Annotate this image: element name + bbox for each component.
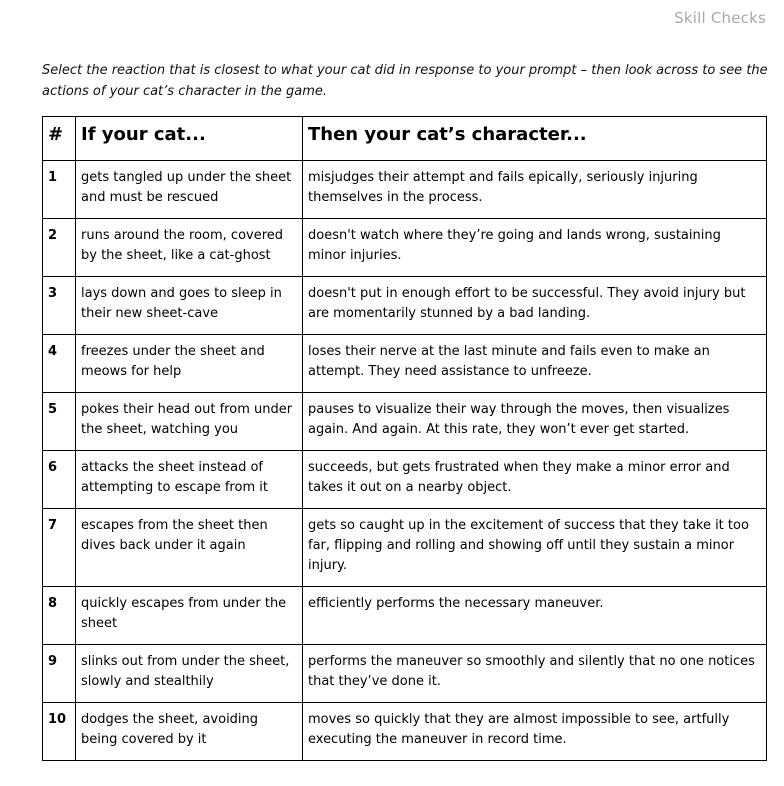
cat-reaction-cell: freezes under the sheet and meows for help xyxy=(76,335,303,393)
row-number: 7 xyxy=(43,509,76,587)
table-row xyxy=(43,509,767,587)
character-action-cell: doesn't watch where they’re going and lands wrong, sustaining minor injuries. xyxy=(303,219,767,277)
character-action-cell: succeeds, but gets frustrated when they make a minor error and takes it out on a nearby object. xyxy=(303,451,767,509)
column-header-cat-reaction: If your cat... xyxy=(76,117,303,161)
cat-reaction-cell: lays down and goes to sleep in their new sheet-cave xyxy=(76,277,303,335)
character-action-cell: moves so quickly that they are almost impossible to see, artfully executing the maneuver in record time. xyxy=(303,703,767,761)
row-number: 8 xyxy=(43,587,76,645)
row-number: 2 xyxy=(43,219,76,277)
table-row xyxy=(43,335,767,393)
table-row xyxy=(43,703,767,761)
character-action-cell: pauses to visualize their way through the moves, then visualizes again. And again. At this rate, they won’t ever get started. xyxy=(303,393,767,451)
table-row xyxy=(43,587,767,645)
table-row xyxy=(43,393,767,451)
cat-reaction-cell: pokes their head out from under the sheet, watching you xyxy=(76,393,303,451)
column-header-number: # xyxy=(43,117,76,161)
column-header-character-action: Then your cat’s character... xyxy=(303,117,767,161)
skill-check-table xyxy=(42,116,767,761)
table-row xyxy=(43,645,767,703)
character-action-cell: doesn't put in enough effort to be successful. They avoid injury but are momentarily stunned by a bad landing. xyxy=(303,277,767,335)
instructions-text: Select the reaction that is closest to what your cat did in response to your prompt – then look across to see the actions of your cat’s character in the game. xyxy=(42,63,768,99)
cat-reaction-cell: gets tangled up under the sheet and must be rescued xyxy=(76,161,303,219)
cat-reaction-cell: attacks the sheet instead of attempting to escape from it xyxy=(76,451,303,509)
cat-reaction-cell: runs around the room, covered by the sheet, like a cat-ghost xyxy=(76,219,303,277)
table-row xyxy=(43,219,767,277)
character-action-cell: performs the maneuver so smoothly and silently that no one notices that they’ve done it. xyxy=(303,645,767,703)
row-number: 4 xyxy=(43,335,76,393)
row-number: 6 xyxy=(43,451,76,509)
row-number: 5 xyxy=(43,393,76,451)
table-row xyxy=(43,277,767,335)
row-number: 1 xyxy=(43,161,76,219)
row-number: 3 xyxy=(43,277,76,335)
cat-reaction-cell: escapes from the sheet then dives back under it again xyxy=(76,509,303,587)
cat-reaction-cell: dodges the sheet, avoiding being covered by it xyxy=(76,703,303,761)
row-number: 10 xyxy=(43,703,76,761)
character-action-cell: misjudges their attempt and fails epically, seriously injuring themselves in the process. xyxy=(303,161,767,219)
table-row xyxy=(43,161,767,219)
row-number: 9 xyxy=(43,645,76,703)
character-action-cell: efficiently performs the necessary maneuver. xyxy=(303,587,767,645)
table-header-row xyxy=(43,117,767,161)
character-action-cell: gets so caught up in the excitement of success that they take it too far, flipping and rolling and showing off until they sustain a minor injury. xyxy=(303,509,767,587)
cat-reaction-cell: quickly escapes from under the sheet xyxy=(76,587,303,645)
character-action-cell: loses their nerve at the last minute and fails even to make an attempt. They need assistance to unfreeze. xyxy=(303,335,767,393)
page-header-title: Skill Checks xyxy=(674,9,766,27)
table-row xyxy=(43,451,767,509)
cat-reaction-cell: slinks out from under the sheet, slowly and stealthily xyxy=(76,645,303,703)
